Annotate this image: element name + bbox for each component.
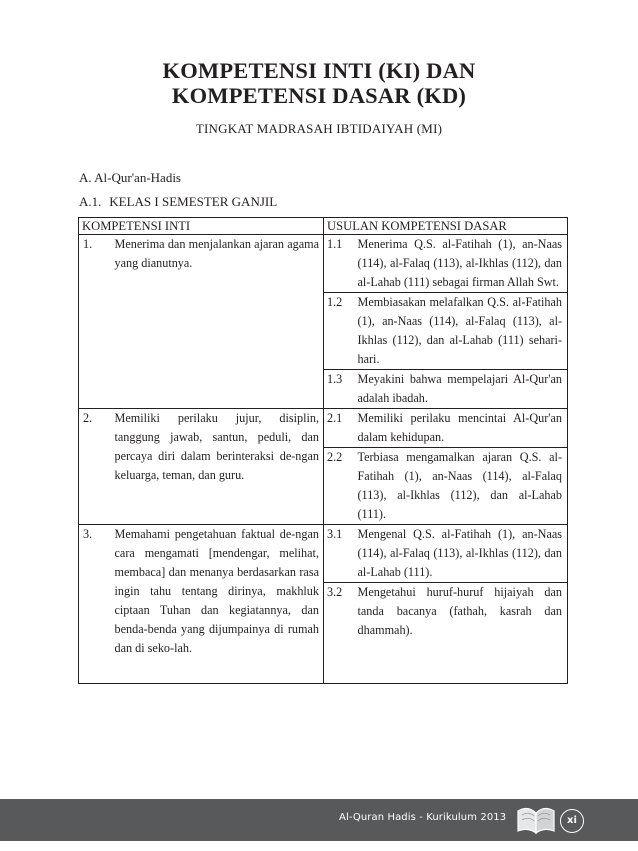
title-line-1: KOMPETENSI INTI (KI) DAN [162, 58, 476, 83]
ki-text: Memiliki perilaku jujur, disiplin, tanggung jawab, santun, peduli, dan percaya diri dalam berinteraksi de-ngan keluarga, teman, dan guru. [110, 409, 324, 525]
ki-text: Memahami pengetahuan faktual de-ngan cara mengamati [mendengar, melihat, membaca] dan menanya berdasarkan rasa ingin tahu tentang dirinya, makhluk ciptaan Tuhan dan kegiatannya, dan benda-benda yang dijumpainya di rumah dan di seko-lah. [110, 525, 324, 684]
page-title [0, 58, 638, 108]
kd-number: 2.1 [324, 409, 354, 448]
page-subtitle: TINGKAT MADRASAH IBTIDAIYAH (MI) [195, 121, 443, 136]
competency-table [78, 217, 568, 684]
kd-number: 3.1 [324, 525, 354, 583]
ki-number: 2. [79, 409, 110, 525]
subsection-number: A.1. [79, 194, 102, 209]
kd-text: Meyakini bahwa mempelajari Al-Qur'an adalah ibadah. [354, 370, 568, 409]
kd-number: 2.2 [324, 448, 354, 525]
kd-text: Mengenal Q.S. al-Fatihah (1), an-Naas (114), al-Falaq (113), al-Ikhlas (112), dan al-Lahab (111). [354, 525, 568, 583]
subsection-label: KELAS I SEMESTER GANJIL [109, 194, 278, 209]
kd-number: 3.2 [324, 583, 354, 684]
table-row [79, 409, 568, 448]
ki-number: 3. [79, 525, 110, 684]
table-row [79, 235, 568, 293]
kd-text: Menerima Q.S. al-Fatihah (1), an-Naas (114), al-Falaq (113), al-Ikhlas (112), dan al-Lahab (111) sebagai firman Allah Swt. [354, 235, 568, 293]
page-number: xi [560, 809, 584, 833]
kd-number: 1.1 [324, 235, 354, 293]
ki-number: 1. [79, 235, 110, 409]
kd-text: Terbiasa mengamalkan ajaran Q.S. al-Fatihah (1), an-Naas (114), al-Falaq (113), al-Ikhlas (112), dan al-Lahab (111). [354, 448, 568, 525]
title-line-2: KOMPETENSI DASAR (KD) [171, 83, 467, 108]
kd-number: 1.2 [324, 293, 354, 370]
open-book-icon [514, 801, 558, 842]
ki-text: Menerima dan menjalankan ajaran agama yang dianutnya. [110, 235, 324, 409]
subsection-heading [79, 194, 277, 210]
header-kd: USULAN KOMPETENSI DASAR [324, 218, 568, 235]
kd-text: Memiliki perilaku mencintai Al-Qur'an dalam kehidupan. [354, 409, 568, 448]
kd-number: 1.3 [324, 370, 354, 409]
section-heading: A. Al-Qur'an-Hadis [79, 170, 181, 185]
kd-text: Membiasakan melafalkan Q.S. al-Fatihah (1), an-Naas (114), al-Falaq (113), al-Ikhlas (112), dan al-Lahab (111) sehari-hari. [354, 293, 568, 370]
table-header-row [79, 218, 568, 235]
header-ki: KOMPETENSI INTI [79, 218, 324, 235]
kd-text: Mengetahui huruf-huruf hijaiyah dan tanda bacanya (fathah, kasrah dan dhammah). [354, 583, 568, 684]
table-row [79, 525, 568, 583]
footer-text: Al-Quran Hadis - Kurikulum 2013 [339, 812, 507, 823]
